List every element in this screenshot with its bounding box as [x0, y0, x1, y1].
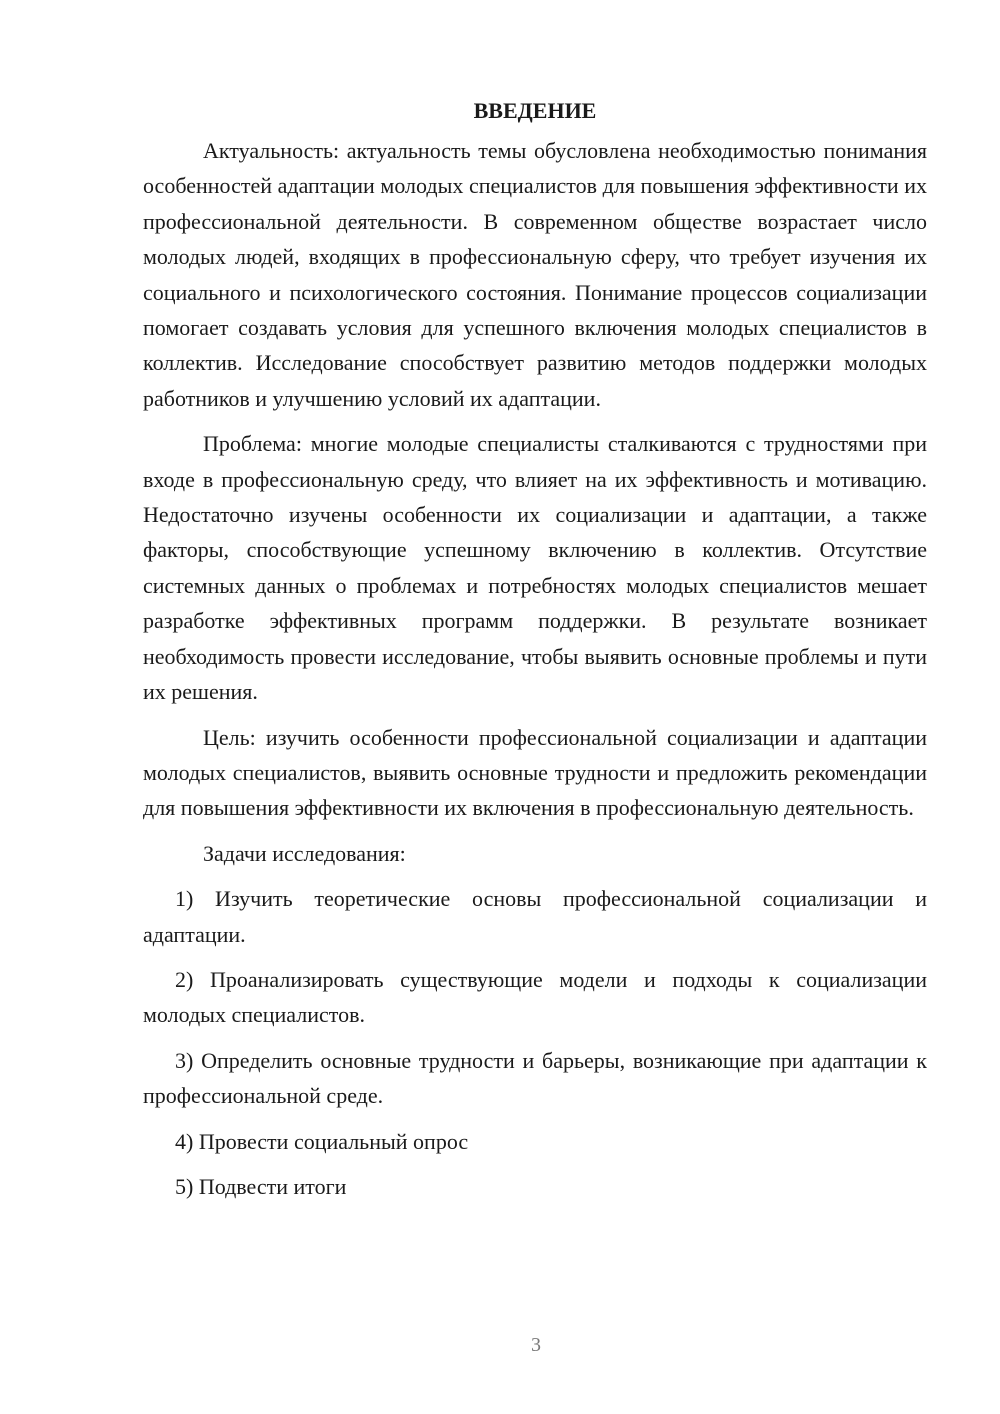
page-number: 3	[531, 1334, 541, 1356]
task-item-2: 2) Проанализировать существующие модели и подходы к социализации молодых специалистов.	[143, 966, 927, 1028]
paragraph-problem: Проблема: многие молодые специалисты сталкиваются с трудностями при входе в профессиональную среду, что влияет на их эффективность и мотивацию. Недостаточно изучены особенности их социализации и адаптации, а также факторы, способствующие успешному включению в коллектив. Отсутствие системных данных о проблемах и потребностях молодых специалистов мешает разработке эффективных программ поддержки. В результате возникает необходимость провести исследование, чтобы выявить основные проблемы и пути их решения.	[143, 431, 927, 705]
document-page	[143, 95, 927, 1214]
task-item-5: 5) Подвести итоги	[175, 1173, 347, 1199]
paragraph-tasks-heading: Задачи исследования:	[203, 840, 406, 866]
paragraph-relevance: Актуальность: актуальность темы обусловлена необходимостью понимания особенностей адаптации молодых специалистов для повышения эффективности их профессиональной деятельности. В современном обществе возрастает число молодых людей, входящих в профессиональную сферу, что требует изучения их социального и психологического состояния. Понимание процессов социализации помогает создавать условия для успешного включения молодых специалистов в коллектив. Исследование способствует развитию методов поддержки молодых работников и улучшению условий их адаптации.	[143, 138, 927, 411]
paragraph-goal: Цель: изучить особенности профессиональной социализации и адаптации молодых специалистов, выявить основные трудности и предложить рекомендации для повышения эффективности их включения в профессиональную деятельность.	[143, 724, 927, 821]
task-item-3: 3) Определить основные трудности и барьеры, возникающие при адаптации к профессиональной среде.	[143, 1047, 927, 1109]
task-item-1: 1) Изучить теоретические основы профессиональной социализации и адаптации.	[143, 886, 927, 947]
section-title: ВВЕДЕНИЕ	[473, 98, 597, 123]
task-item-4: 4) Провести социальный опрос	[175, 1128, 469, 1154]
